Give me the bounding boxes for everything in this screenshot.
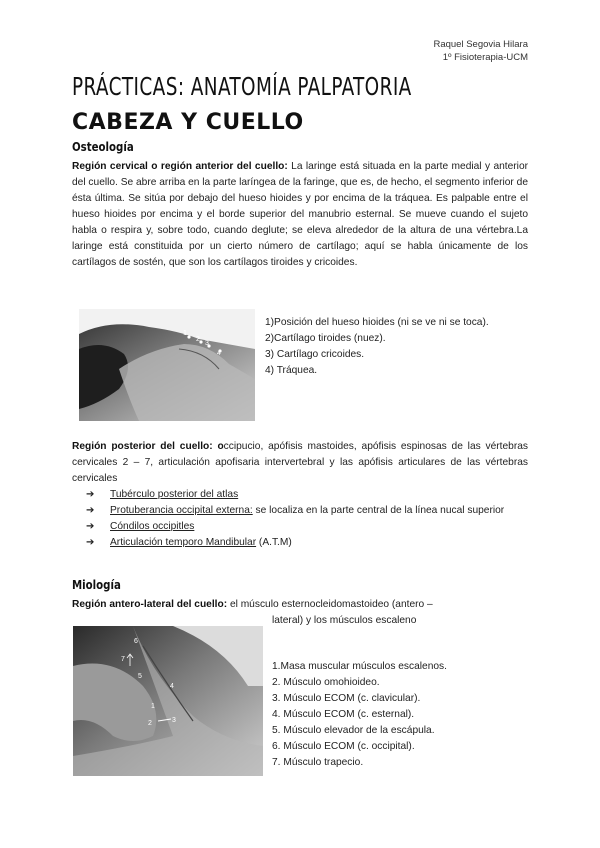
caption-item: 5. Músculo elevador de la escápula. <box>272 725 435 736</box>
label-anterolateral-neck: Región antero-lateral del cuello: <box>72 599 228 610</box>
label-anterior-neck: Región cervical o región anterior del cuello: <box>72 161 288 172</box>
photo2-label-2: 2 <box>148 720 152 727</box>
caption-item: 4) Tráquea. <box>265 365 318 376</box>
text-anterolateral-line1: el músculo esternocleidomastoideo (antero – <box>227 599 433 610</box>
text-anterior-neck: La laringe está situada en la parte medial y anterior del cuello. Se abre arriba en la parte laríngea de la faringe, que es, de hecho, el segmento inferior de ésta última. Se sitúa por debajo del hueso hioides y por encima de la tráquea. Es palpable entre el hueso hioides por encima y el borde superior del manubrio esternal. Se mueve cuando el sujeto habla o respira y, sobre todo, cuando deglute; se eleva alrededor de la altura de una vértebra.La laringe está constituida por un cierto número de cartílago; aquí se habla únicamente de los cartílagos de sostén, que son los cartílagos tiroides y cricoides. <box>72 161 528 268</box>
page-title: PRÁCTICAS: ANATOMÍA PALPATORIA <box>72 72 412 101</box>
posterior-structures-list <box>72 487 528 551</box>
photo1-label-1: 1 <box>183 330 187 337</box>
photo2-label-1: 1 <box>151 703 155 710</box>
list-item <box>72 535 528 551</box>
course-name: 1º Fisioterapia-UCM <box>442 52 528 63</box>
neck-profile-photo <box>79 309 255 421</box>
section-heading-miologia: Miología <box>72 578 121 592</box>
list-item-text: se localiza en la parte central de la línea nucal superior <box>252 505 505 516</box>
arrow-icon: ➔ <box>86 537 95 548</box>
list-item-underlined: Cóndilos occipitles <box>110 521 195 532</box>
neck-muscles-illustration <box>73 626 263 776</box>
neck-profile-illustration <box>79 309 255 421</box>
caption-item: 1)Posición del hueso hioides (ni se ve ni se toca). <box>265 317 489 328</box>
list-item-text: (A.T.M) <box>256 537 292 548</box>
photo2-label-5: 5 <box>138 673 142 680</box>
section-heading-osteologia: Osteología <box>72 140 134 154</box>
author-name: Raquel Segovia Hilara <box>433 39 528 50</box>
list-item <box>72 519 528 535</box>
label-posterior-neck: Región posterior del cuello: o <box>72 441 224 452</box>
caption-item: 2)Cartílago tiroides (nuez). <box>265 333 386 344</box>
photo1-label-4: 4 <box>217 350 221 357</box>
photo2-label-3: 3 <box>172 717 176 724</box>
list-item-underlined: Tubérculo posterior del atlas <box>110 489 239 500</box>
paragraph-posterior-neck <box>72 439 528 487</box>
list-item <box>72 503 528 519</box>
caption-item: 1.Masa muscular músculos escalenos. <box>272 661 447 672</box>
photo2-label-4: 4 <box>170 683 174 690</box>
page-subtitle: CABEZA Y CUELLO <box>72 110 304 135</box>
photo1-captions <box>265 315 527 379</box>
paragraph-anterior-neck <box>72 159 528 271</box>
paragraph-anterolateral-neck <box>72 597 528 613</box>
caption-item: 3. Músculo ECOM (c. clavicular). <box>272 693 421 704</box>
list-item <box>72 487 528 503</box>
caption-item: 2. Músculo omohioideo. <box>272 677 380 688</box>
text-anterolateral-line2: lateral) y los músculos escaleno <box>272 615 417 626</box>
list-item-underlined: Articulación temporo Mandibular <box>110 537 257 548</box>
arrow-icon: ➔ <box>86 489 95 500</box>
photo2-label-6: 6 <box>134 638 138 645</box>
author-block <box>433 38 528 64</box>
caption-item: 7. Músculo trapecio. <box>272 757 364 768</box>
neck-muscles-photo <box>73 626 263 776</box>
arrow-icon: ➔ <box>86 505 95 516</box>
arrow-icon: ➔ <box>86 521 95 532</box>
photo1-label-2: 2 <box>196 336 200 343</box>
caption-item: 4. Músculo ECOM (c. esternal). <box>272 709 415 720</box>
photo2-captions <box>272 659 528 771</box>
photo2-label-7: 7 <box>121 656 125 663</box>
list-item-underlined: Protuberancia occipital externa: <box>110 505 253 516</box>
text-posterior-neck: ccipucio, apófisis mastoides, apófisis espinosas de las vértebras cervicales 2 – 7, articulación apofisaria intervertebral y las apófisis articulares de las vértebras cervicales <box>72 441 528 484</box>
photo1-label-3: 3 <box>205 340 209 347</box>
caption-item: 3) Cartílago cricoides. <box>265 349 365 360</box>
caption-item: 6. Músculo ECOM (c. occipital). <box>272 741 415 752</box>
